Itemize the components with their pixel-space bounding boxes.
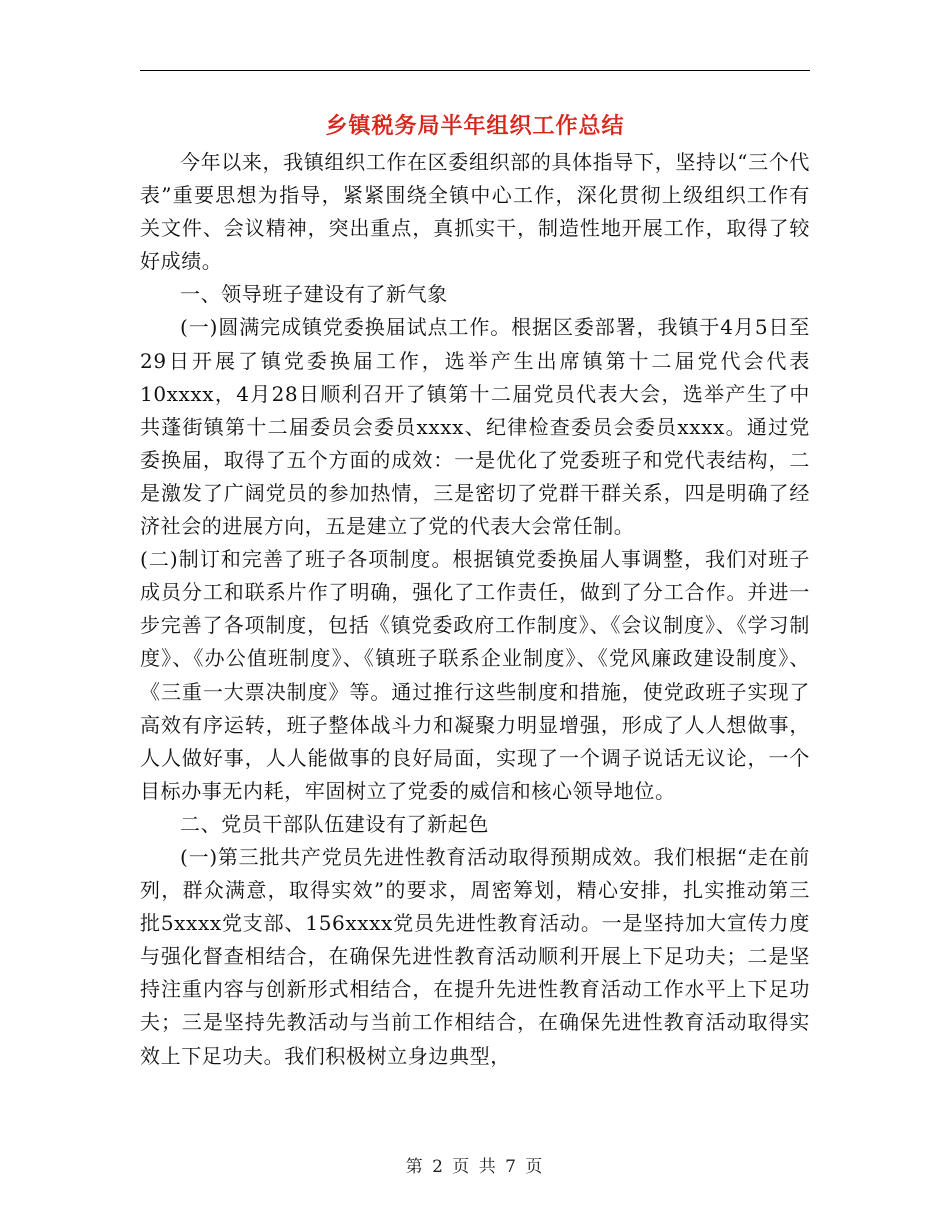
document-title: 乡镇税务局半年组织工作总结 — [325, 113, 625, 139]
section-heading-1: 一、领导班子建设有了新气象 — [180, 282, 448, 307]
paragraph-intro: 今年以来，我镇组织工作在区委组织部的具体指导下，坚持以“三个代表”重要思想为指导，紧紧围绕全镇中心工作，深化贯彻上级组织工作有关文件、会议精神，突出重点，真抓实干，制造性地开展工作，取得了较好成绩。 — [140, 150, 810, 274]
paragraph-1-1: (一)圆满完成镇党委换届试点工作。根据区委部署，我镇于4月5日至29日开展了镇党委换届工作，选举产生出席镇第十二届党代会代表10xxxx，4月28日顺利召开了镇第十二届党员代表大会，选举产生了中共蓬街镇第十二届委员会委员xxxx、纪律检查委员会委员xxxx。通过党委换届，取得了五个方面的成效：一是优化了党委班子和党代表结构，二是激发了广阔党员的参加热情，三是密切了党群干群关系，四是明确了经济社会的进展方向，五是建立了党的代表大会常任制。 — [140, 315, 810, 539]
header-rule — [140, 70, 810, 71]
page-number: 第 2 页 共 7 页 — [405, 1157, 545, 1177]
section-heading-2: 二、党员干部队伍建设有了新起色 — [180, 811, 489, 836]
paragraph-1-2: (二)制订和完善了班子各项制度。根据镇党委换届人事调整，我们对班子成员分工和联系片作了明确，强化了工作责任，做到了分工合作。并进一步完善了各项制度，包括《镇党委政府工作制度》、《会议制度》、《学习制度》、《办公值班制度》、《镇班子联系企业制度》、《党风廉政建设制度》、《三重一大票决制度》等。通过推行这些制度和措施，使党政班子实现了高效有序运转，班子整体战斗力和凝聚力明显增强，形成了人人想做事，人人做好事，人人能做事的良好局面，实现了一个调子说话无议论，一个目标办事无内耗，牢固树立了党委的威信和核心领导地位。 — [140, 547, 810, 803]
document-body — [140, 146, 810, 1073]
paragraph-2-1: (一)第三批共产党员先进性教育活动取得预期成效。我们根据“走在前列，群众满意，取得实效”的要求，周密筹划，精心安排，扎实推动第三批5xxxx党支部、156xxxx党员先进性教育活动。一是坚持加大宣传力度与强化督查相结合，在确保先进性教育活动顺利开展上下足功夫；二是坚持注重内容与创新形式相结合，在提升先进性教育活动工作水平上下足功夫；三是坚持先教活动与当前工作相结合，在确保先进性教育活动取得实效上下足功夫。我们积极树立身边典型， — [140, 844, 810, 1068]
